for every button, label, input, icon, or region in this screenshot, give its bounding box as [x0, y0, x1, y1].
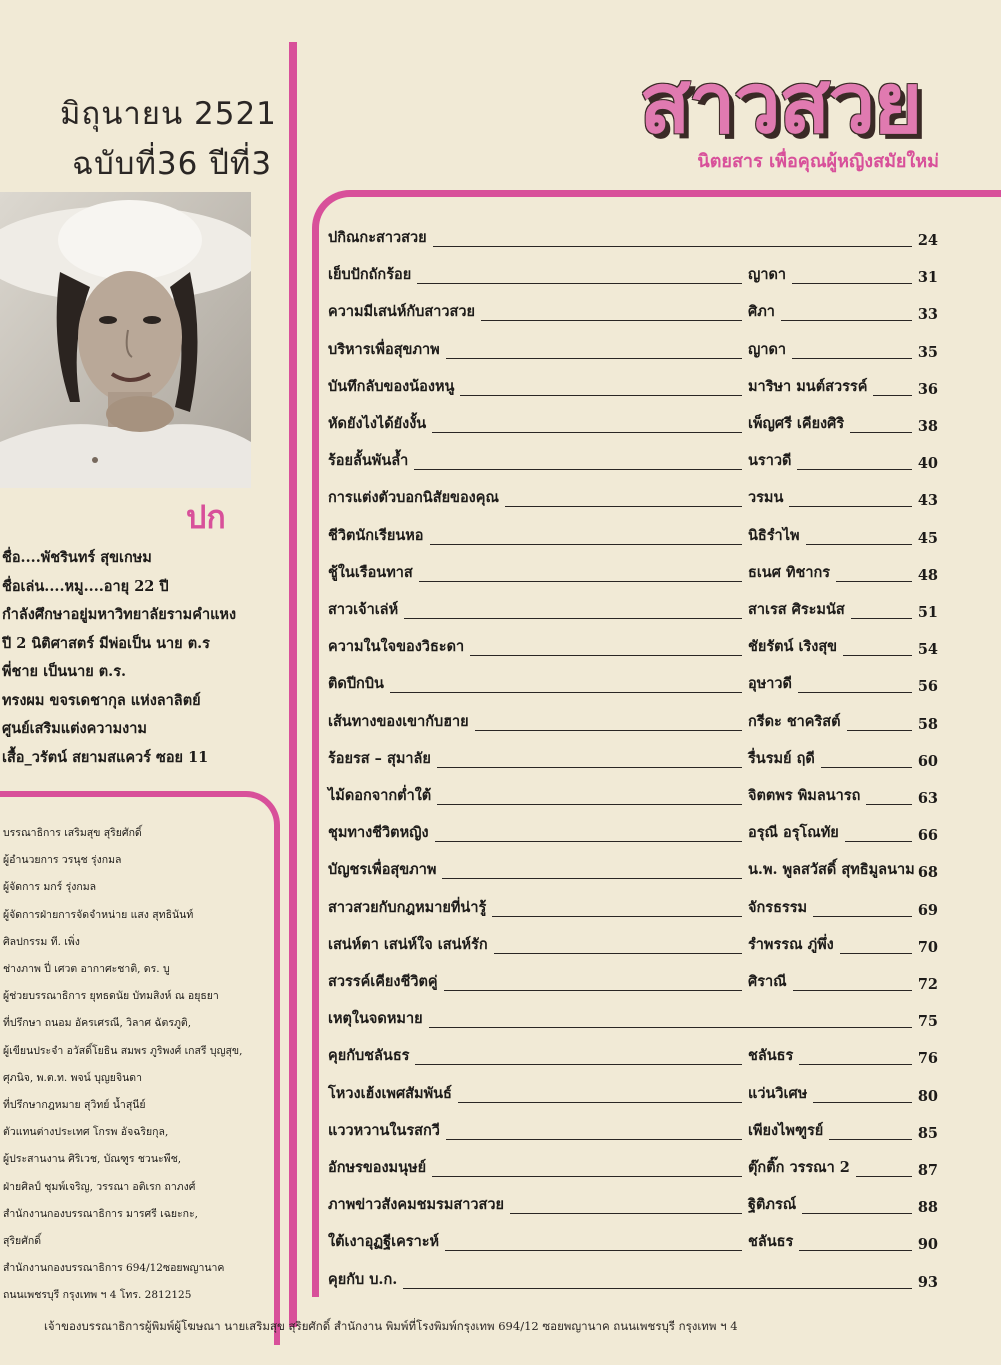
toc-row[interactable]: [328, 1119, 938, 1145]
toc-author: จิตตพร พิมลนารถ: [748, 787, 861, 804]
toc-title: สวรรค์เคียงชีวิตคู่: [328, 973, 438, 990]
toc-leader-line: [403, 1288, 912, 1289]
toc-leader-line: [446, 358, 742, 359]
cover-model-photo: [0, 192, 251, 488]
toc-leader-line: [781, 320, 912, 321]
toc-row[interactable]: [328, 635, 938, 661]
toc-author: จักรธรรม: [748, 898, 808, 916]
staff-line: สุริยศักดิ์: [3, 1235, 42, 1248]
toc-row[interactable]: [328, 672, 938, 698]
toc-title: ความในใจของวิธะดา: [328, 638, 465, 656]
toc-row[interactable]: [328, 226, 938, 252]
toc-author: ศิภา: [748, 303, 775, 321]
toc-title: ชู้ในเรือนทาส: [328, 563, 413, 581]
toc-row[interactable]: [328, 561, 938, 587]
staff-line: ศิลปกรรม ที. เพิ่ง: [3, 935, 80, 948]
toc-author: อุษาวดี: [748, 675, 792, 693]
toc-leader-line: [470, 655, 742, 656]
toc-title: แววหวานในรสกวี: [328, 1121, 440, 1139]
toc-leader-line: [840, 953, 912, 954]
masthead-logo-text: สาวสวย: [639, 54, 921, 152]
toc-leader-line: [856, 1176, 912, 1177]
toc-leader-line: [873, 395, 912, 396]
toc-leader-line: [806, 544, 912, 545]
toc-author: กรีดะ ชาคริสต์: [748, 712, 841, 730]
toc-page-number: 36: [917, 380, 938, 398]
toc-title: เย็บปักถักร้อย: [328, 266, 412, 284]
toc-author: ญาดา: [748, 340, 787, 358]
toc-title: คุยกับชลันธร: [328, 1047, 410, 1065]
publisher-footer: เจ้าของบรรณาธิการผู้พิมพ์ผู้โฆษณา นายเสริมสุข สุริยศักดิ์ สำนักงาน พิมพ์ที่โรงพิมพ์กรุงเทพ 694/12 ซอยพญานาค ถนนเพชรบุรี กรุงเทพ ฯ 4: [44, 1319, 738, 1333]
toc-page-number: 56: [917, 678, 938, 696]
toc-row[interactable]: [328, 1268, 938, 1294]
toc-author: เพ็ญศรี เคียงศิริ: [748, 415, 845, 432]
toc-author: แว่นวิเศษ: [748, 1084, 808, 1102]
staff-line: ที่ปรึกษากฎหมาย สุวิทย์ น้ำสุนีย์: [3, 1099, 146, 1112]
toc-row[interactable]: [328, 747, 938, 773]
toc-title: ชีวิตนักเรียนหอ: [328, 526, 424, 544]
toc-row[interactable]: [328, 858, 938, 884]
toc-page-number: 58: [917, 715, 938, 733]
toc-author: ญาดา: [748, 266, 787, 284]
toc-title: บัญชรเพื่อสุขภาพ: [328, 861, 437, 879]
toc-leader-line: [435, 841, 742, 842]
toc-page-number: 70: [917, 938, 938, 956]
toc-row[interactable]: [328, 1007, 938, 1033]
toc-page-number: 40: [917, 455, 938, 473]
toc-leader-line: [494, 953, 742, 954]
toc-row[interactable]: [328, 784, 938, 810]
staff-line: ผู้จัดการฝ่ายการจัดจำหน่าย แสง สุทธินันท์: [3, 908, 194, 921]
toc-page-number: 72: [917, 976, 938, 993]
toc-leader-line: [458, 1102, 742, 1103]
toc-page-number: 90: [917, 1236, 938, 1254]
staff-line: บรรณาธิการ เสริมสุข สุริยศักดิ์: [3, 827, 142, 839]
toc-leader-line: [481, 320, 742, 321]
toc-page-number: 69: [917, 901, 938, 919]
toc-row[interactable]: [328, 1082, 938, 1108]
staff-list: [3, 820, 265, 1310]
toc-row[interactable]: [328, 710, 938, 736]
toc-leader-line: [821, 767, 912, 768]
issue-date: มิถุนายน 2521: [60, 96, 277, 132]
toc-author: อรุณี อรุโณทัย: [748, 824, 839, 842]
toc-page-number: 75: [917, 1013, 938, 1031]
issue-number: ฉบับที่36 ปีที่3: [72, 146, 273, 182]
toc-leader-line: [437, 804, 742, 805]
toc-page-number: 54: [917, 641, 938, 659]
staff-line: ผู้อำนวยการ วรนุช รุ่งกมล: [3, 854, 122, 867]
toc-title: ร้อยลั้นพันล้ำ: [328, 452, 409, 470]
toc-leader-line: [799, 1064, 912, 1065]
toc-leader-line: [510, 1213, 742, 1214]
toc-leader-line: [789, 506, 912, 507]
staff-line: ผู้ช่วยบรรณาธิการ ยุทธดนัย บัทมสิงห์ ณ อยุธยา: [3, 990, 219, 1003]
toc-leader-line: [433, 246, 912, 247]
toc-page-number: 48: [917, 566, 938, 584]
toc-title: เหตุในจดหมาย: [328, 1010, 423, 1028]
cover-info-line: พี่ชาย เป็นนาย ต.ร.: [2, 663, 127, 680]
toc-title: ความมีเสน่ห์กับสาวสวย: [328, 303, 475, 321]
masthead-logo: [624, 48, 936, 158]
toc-leader-line: [793, 990, 912, 991]
toc-author: ชลันธร: [748, 1233, 794, 1251]
toc-author: สาเรส ศิระมนัส: [748, 601, 845, 618]
toc-page-number: 63: [917, 790, 938, 807]
toc-page-number: 66: [917, 827, 938, 845]
toc-leader-line: [442, 878, 742, 879]
toc-author: วรมน: [748, 489, 784, 507]
toc-page-number: 35: [917, 343, 938, 361]
toc-page-number: 68: [917, 864, 938, 882]
toc-title: ติดปีกบิน: [328, 675, 384, 693]
toc-title: ปกิณกะสาวสวย: [328, 229, 427, 246]
toc-row[interactable]: [328, 821, 938, 847]
toc-leader-line: [813, 916, 912, 917]
cover-info-line: ทรงผม ขจรเดชากุล แห่งลาลิตย์: [2, 691, 201, 709]
staff-line: ช่างภาพ ปี่ เศวต อากาศะชาติ, ดร. บู: [3, 963, 170, 976]
staff-line: ถนนเพชรบุรี กรุงเทพ ฯ 4 โทร. 2812125: [3, 1289, 192, 1302]
toc-title: เส้นทางของเขากับฮาย: [328, 712, 469, 730]
toc-row[interactable]: [328, 524, 938, 550]
toc-leader-line: [792, 283, 912, 284]
toc-leader-line: [404, 618, 742, 619]
toc-leader-line: [414, 469, 742, 470]
toc-page-number: 88: [917, 1199, 938, 1217]
toc-page-number: 45: [917, 529, 938, 547]
toc-title: การแต่งตัวบอกนิสัยของคุณ: [328, 489, 499, 507]
toc-row[interactable]: [328, 412, 938, 438]
toc-title: ไม้ดอกจากต่ำใต้: [328, 787, 432, 804]
toc-leader-line: [432, 1176, 742, 1177]
toc-author: ศิราณี: [748, 973, 787, 990]
toc-leader-line: [417, 283, 742, 284]
cover-info-line: ศูนย์เสริมแต่งความงาม: [2, 720, 147, 737]
toc-row[interactable]: [328, 598, 938, 624]
toc-leader-line: [475, 730, 742, 731]
toc-row[interactable]: [328, 338, 938, 364]
toc-leader-line: [866, 804, 912, 805]
toc-page-number: 85: [917, 1124, 938, 1142]
toc-page-number: 60: [917, 752, 938, 770]
toc-leader-line: [813, 1102, 912, 1103]
toc-leader-line: [802, 1213, 912, 1214]
toc-page-number: 43: [917, 492, 938, 510]
toc-author: รำพรรณ ภู่พึ่ง: [748, 935, 834, 953]
toc-leader-line: [415, 1064, 742, 1065]
toc-author: รื่นรมย์ ฤดี: [748, 749, 815, 767]
staff-line: สำนักงานกองบรรณาธิการ 694/12ซอยพญานาค: [3, 1262, 225, 1275]
toc-leader-line: [429, 1027, 912, 1028]
staff-line: ตัวแทนต่างประเทศ โกรพ อัจฉริยกุล,: [3, 1126, 169, 1139]
toc-leader-line: [419, 581, 742, 582]
toc-author: ธเนศ ทิชากร: [748, 563, 831, 581]
toc-leader-line: [836, 581, 912, 582]
toc-leader-line: [444, 990, 742, 991]
toc-title: ร้อยรส – สุมาลัย: [328, 749, 431, 767]
toc-leader-line: [505, 506, 742, 507]
vertical-pink-rule: [289, 42, 297, 1327]
toc-page-number: 33: [917, 306, 938, 324]
staff-line: ผู้ประสานงาน ศิริเวช, บัณฑูร ชวนะพืช,: [3, 1153, 182, 1166]
toc-leader-line: [847, 730, 912, 731]
toc-row[interactable]: [328, 449, 938, 475]
toc-page-number: 31: [917, 269, 938, 287]
toc-row[interactable]: [328, 1230, 938, 1256]
toc-leader-line: [845, 841, 912, 842]
toc-title: บันทึกลับของน้องหนู: [328, 377, 455, 395]
toc-row[interactable]: [328, 1156, 938, 1182]
staff-line: ฝ่ายศิลป์ ชุมพ์เจริญ, วรรณา อติเรก ถาภงศ์: [3, 1180, 196, 1193]
toc-title: บริหารเพื่อสุขภาพ: [328, 340, 440, 358]
toc-page-number: 93: [917, 1273, 938, 1291]
toc-leader-line: [460, 395, 742, 396]
masthead-tagline: นิตยสาร เพื่อคุณผู้หญิงสมัยใหม่: [697, 151, 939, 172]
toc-row[interactable]: [328, 1193, 938, 1219]
toc-title: ชุมทางชีวิตหญิง: [328, 824, 429, 842]
toc-page-number: 80: [917, 1087, 938, 1105]
toc-leader-line: [432, 432, 742, 433]
toc-row[interactable]: [328, 970, 938, 996]
toc-title: สาวเจ้าเล่ห์: [328, 601, 399, 618]
toc-author: ชัยรัตน์ เริงสุข: [748, 638, 838, 656]
staff-line: สำนักงานกองบรรณาธิการ มารศรี เฉยะกะ,: [3, 1207, 199, 1220]
staff-line: ศุภนิจ, พ.ต.ท. พจน์ บุญยจินดา: [3, 1071, 143, 1084]
toc-leader-line: [445, 1250, 742, 1251]
toc-leader-line: [792, 358, 912, 359]
toc-title: หัดยังไงได้ยังงั้น: [328, 415, 427, 432]
toc-row[interactable]: [328, 375, 938, 401]
toc-title: เสน่ห์ตา เสน่ห์ใจ เสน่ห์รัก: [328, 935, 488, 953]
toc-author: ตุ๊กติ๊ก วรรณา 2: [748, 1159, 850, 1176]
cover-info-line: ชื่อ....พัชรินทร์ สุขเกษม: [2, 549, 152, 566]
toc-row[interactable]: [328, 300, 938, 326]
toc-author: น.พ. พูลสวัสดิ์ สุทธิมูลนาม: [748, 861, 915, 879]
toc-leader-line: [492, 916, 742, 917]
cover-label: ปก: [186, 498, 226, 536]
cover-info-line: เสื้อ_วรัตน์ สยามสแควร์ ซอย 11: [2, 748, 209, 766]
toc-leader-line: [437, 767, 742, 768]
toc-row[interactable]: [328, 486, 938, 512]
toc-row[interactable]: [328, 1044, 938, 1070]
staff-line: ผู้เขียนประจำ อวัสดิ์โยธิน สมพร ภูริพงศ์ เกสรี บุญสุข,: [3, 1044, 243, 1057]
toc-leader-line: [851, 618, 912, 619]
toc-leader-line: [799, 1250, 912, 1251]
toc-page-number: 24: [917, 232, 938, 249]
staff-line: ผู้จัดการ มกร์ รุ่งกมล: [3, 881, 97, 894]
toc-author: ฐิติภรณ์: [748, 1196, 797, 1214]
toc-leader-line: [430, 544, 742, 545]
toc-leader-line: [850, 432, 912, 433]
toc-title: ใต้เงาอุฏฐีเคราะห์: [328, 1233, 440, 1251]
staff-line: ที่ปรึกษา ถนอม อัครเศรณี, วิลาศ ฉัตรภูติ,: [3, 1017, 192, 1030]
toc-row[interactable]: [328, 263, 938, 289]
toc-leader-line: [798, 692, 912, 693]
toc-author: เพียงไพฑูรย์: [748, 1121, 824, 1139]
toc-title: โหวงเฮ้งเพศสัมพันธ์: [328, 1084, 452, 1102]
toc-author: ชลันธร: [748, 1047, 794, 1065]
cover-model-info: [2, 544, 288, 772]
cover-info-line: กำลังศึกษาอยู่มหาวิทยาลัยรามคำแหง: [2, 606, 237, 623]
toc-leader-line: [843, 655, 912, 656]
toc-page-number: 38: [917, 418, 938, 435]
toc-leader-line: [390, 692, 742, 693]
toc-page-number: 76: [917, 1050, 938, 1068]
toc-page-number: 87: [917, 1162, 938, 1179]
toc-row[interactable]: [328, 933, 938, 959]
toc-leader-line: [446, 1139, 742, 1140]
cover-info-line: ชื่อเล่น....หมู....อายุ 22 ปี: [2, 577, 169, 595]
cover-info-line: ปี 2 นิติศาสตร์ มีพ่อเป็น นาย ต.ร: [2, 634, 210, 652]
toc-author: มาริษา มนต์สวรรค์: [748, 377, 868, 395]
toc-leader-line: [829, 1139, 912, 1140]
toc-title: คุยกับ บ.ก.: [328, 1270, 398, 1288]
toc-author: นิธิรำไพ: [748, 526, 800, 544]
toc-row[interactable]: [328, 896, 938, 922]
toc-leader-line: [797, 469, 912, 470]
toc-page-number: 51: [917, 604, 938, 621]
toc-author: นราวดี: [748, 452, 792, 470]
toc-title: ภาพข่าวสังคมชมรมสาวสวย: [328, 1196, 505, 1214]
toc-title: อักษรของมนุษย์: [328, 1159, 427, 1176]
toc-title: สาวสวยกับกฎหมายที่น่ารู้: [328, 898, 487, 916]
